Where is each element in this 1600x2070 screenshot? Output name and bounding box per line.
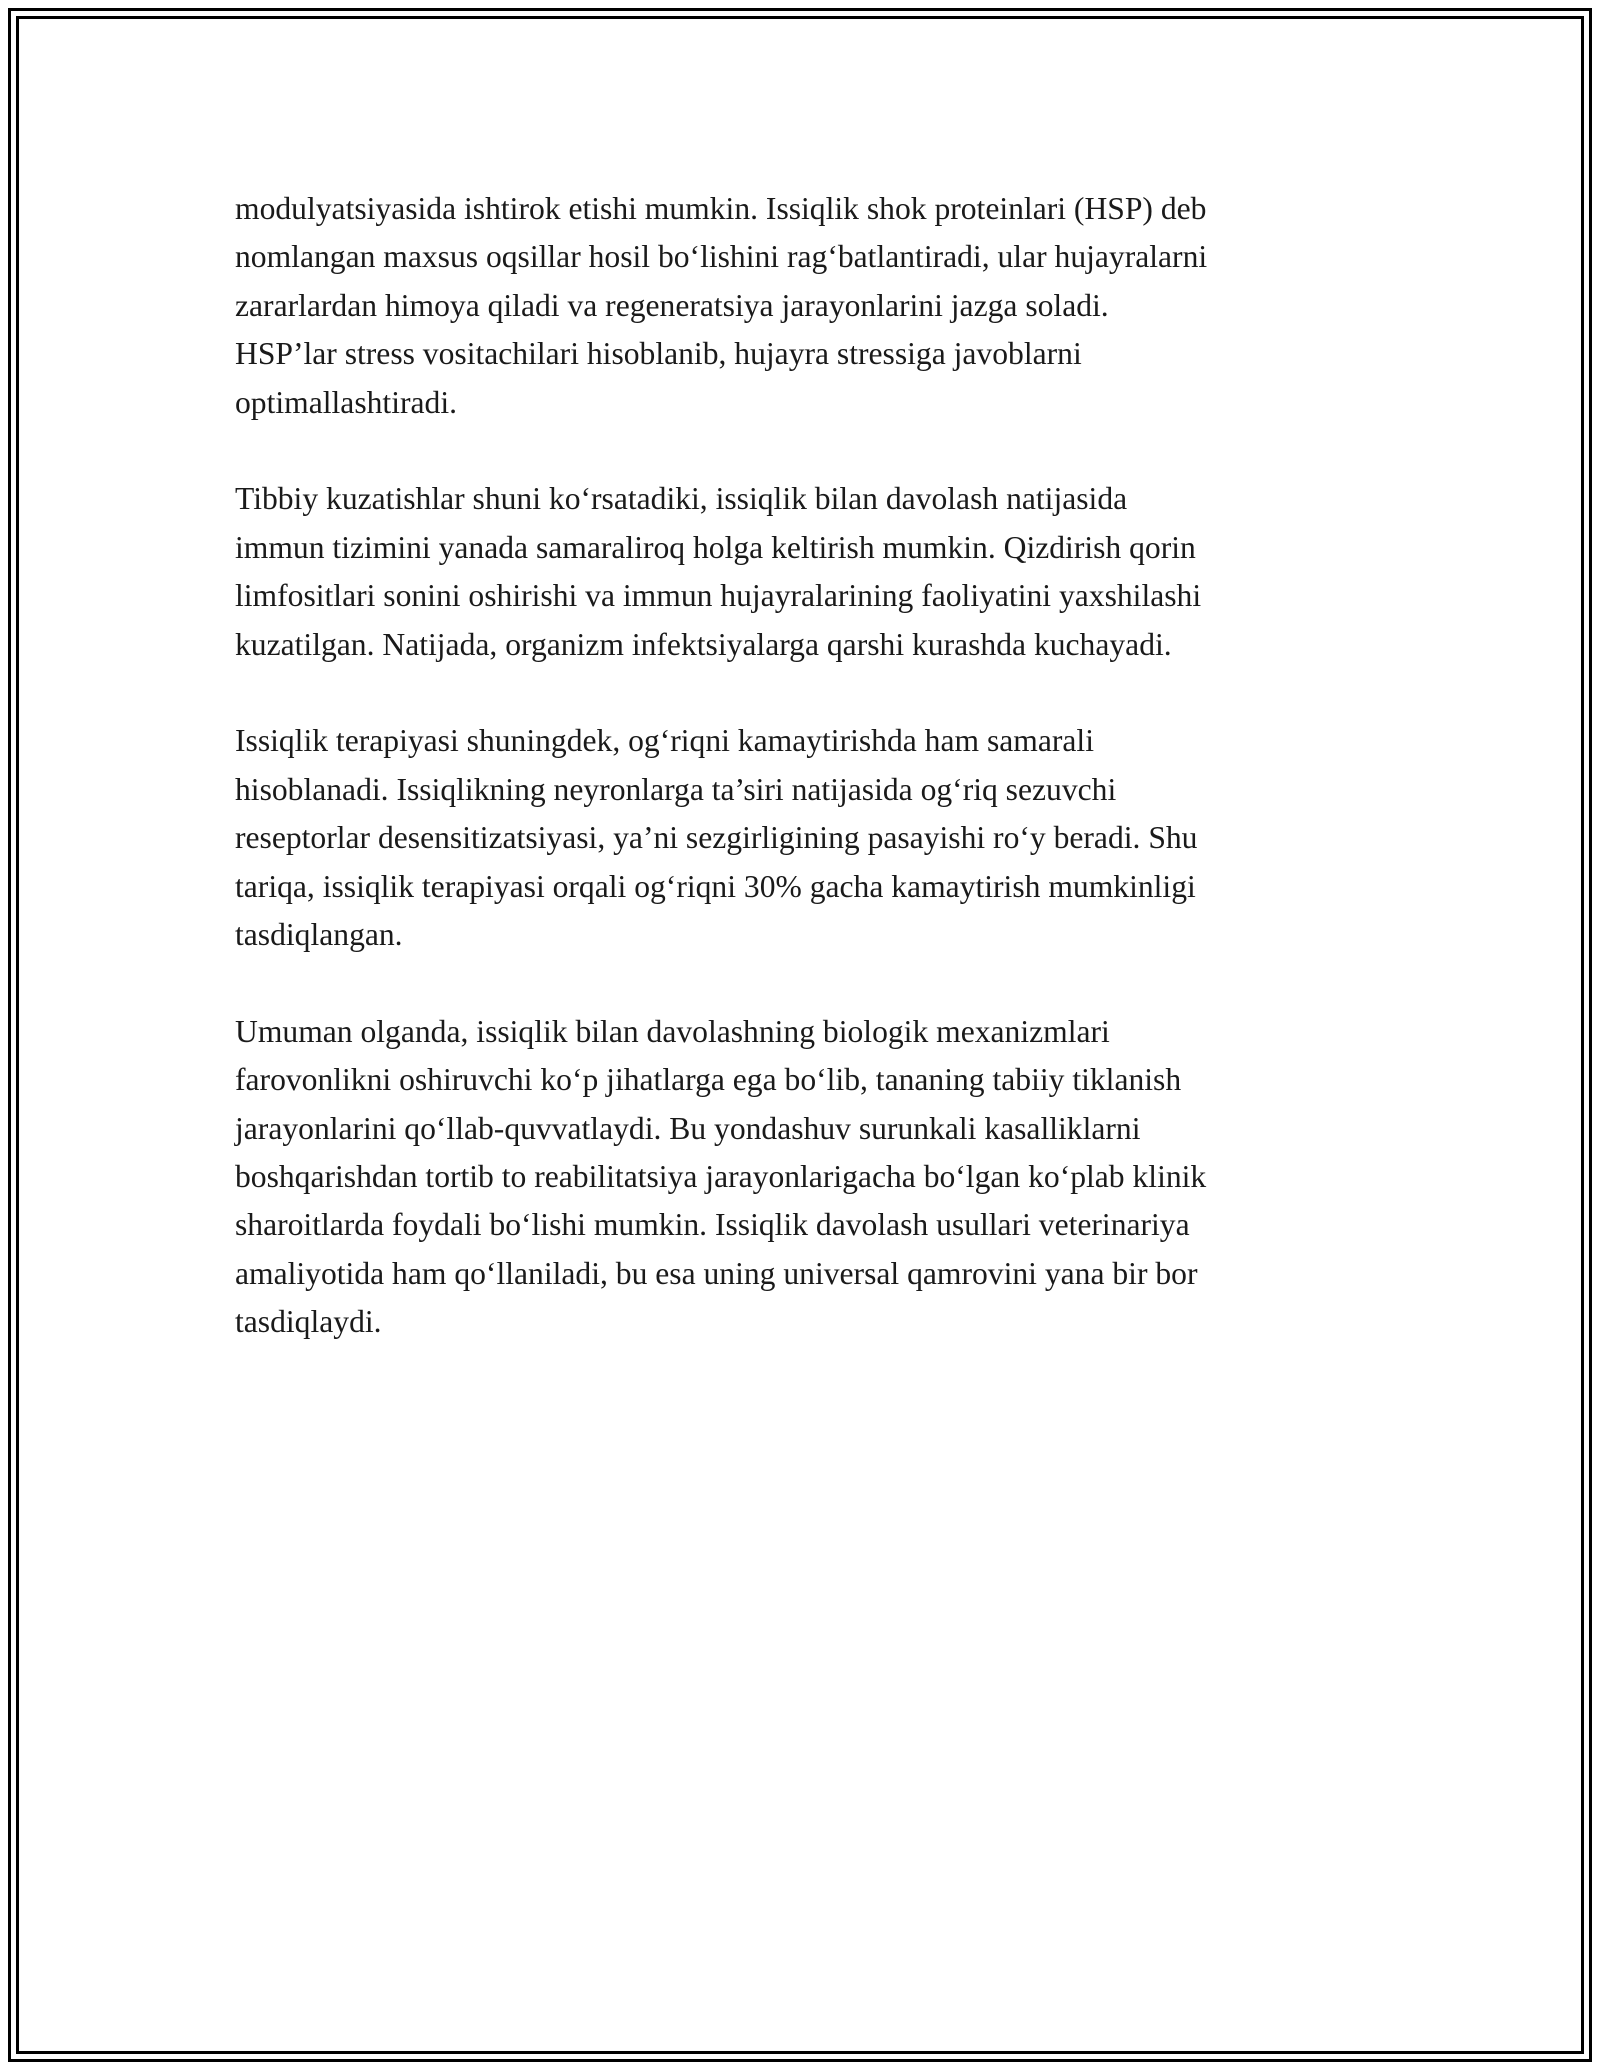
text-line: boshqarishdan tortib to reabilitatsiya jarayonlarigacha bo‘lgan ko‘plab klinik xyxy=(235,1159,1207,1195)
text-line: Tibbiy kuzatishlar shuni ko‘rsatadiki, issiqlik bilan davolash natijasida xyxy=(235,481,1128,517)
text-line: farovonlikni oshiruvchi ko‘p jihatlarga ega bo‘lib, tananing tabiiy tiklanish xyxy=(235,1062,1182,1098)
text-line: Umuman olganda, issiqlik bilan davolashning biologik mexanizmlari xyxy=(235,1013,1110,1049)
text-line: Issiqlik terapiyasi shuningdek, og‘riqni kamaytirishda ham samarali xyxy=(235,723,1094,759)
document-body xyxy=(235,185,1375,1395)
text-line: limfositlari sonini oshirishi va immun hujayralarining faoliyatini yaxshilashi xyxy=(235,578,1202,614)
text-line: optimallashtiradi. xyxy=(235,384,457,420)
text-line: HSP’lar stress vositachilari hisoblanib, hujayra stressiga javoblarni xyxy=(235,336,1082,372)
text-line: sharoitlarda foydali bo‘lishi mumkin. Issiqlik davolash usullari veterinariya xyxy=(235,1207,1190,1243)
text-line: modulyatsiyasida ishtirok etishi mumkin. Issiqlik shok proteinlari (HSP) deb xyxy=(235,191,1207,226)
text-line: zararlardan himoya qiladi va regeneratsiya jarayonlarini jazga soladi. xyxy=(235,287,1109,323)
paragraph-pain xyxy=(235,717,1375,959)
text-line: kuzatilgan. Natijada, organizm infektsiyalarga qarshi kurashda kuchayadi. xyxy=(235,626,1172,662)
paragraph-hsp xyxy=(235,185,1375,427)
text-line: jarayonlarini qo‘llab-quvvatlaydi. Bu yondashuv surunkali kasalliklarni xyxy=(235,1110,1141,1146)
paragraph-immune xyxy=(235,475,1375,669)
text-line: hisoblanadi. Issiqlikning neyronlarga ta’siri natijasida og‘riq sezuvchi xyxy=(235,771,1117,807)
text-line: amaliyotida ham qo‘llaniladi, bu esa uning universal qamrovini yana bir bor xyxy=(235,1255,1198,1291)
text-line: nomlangan maxsus oqsillar hosil bo‘lishini rag‘batlantiradi, ular hujayralarni xyxy=(235,239,1208,275)
text-line: tasdiqlangan. xyxy=(235,917,403,953)
text-line: immun tizimini yanada samaraliroq holga keltirish mumkin. Qizdirish qorin xyxy=(235,529,1196,565)
text-line: tasdiqlaydi. xyxy=(235,1304,382,1340)
text-line: tariqa, issiqlik terapiyasi orqali og‘riqni 30% gacha kamaytirish mumkinligi xyxy=(235,868,1196,904)
paragraph-conclusion xyxy=(235,1008,1375,1347)
text-line: reseptorlar desensitizatsiyasi, ya’ni sezgirligining pasayishi ro‘y beradi. Shu xyxy=(235,820,1198,856)
